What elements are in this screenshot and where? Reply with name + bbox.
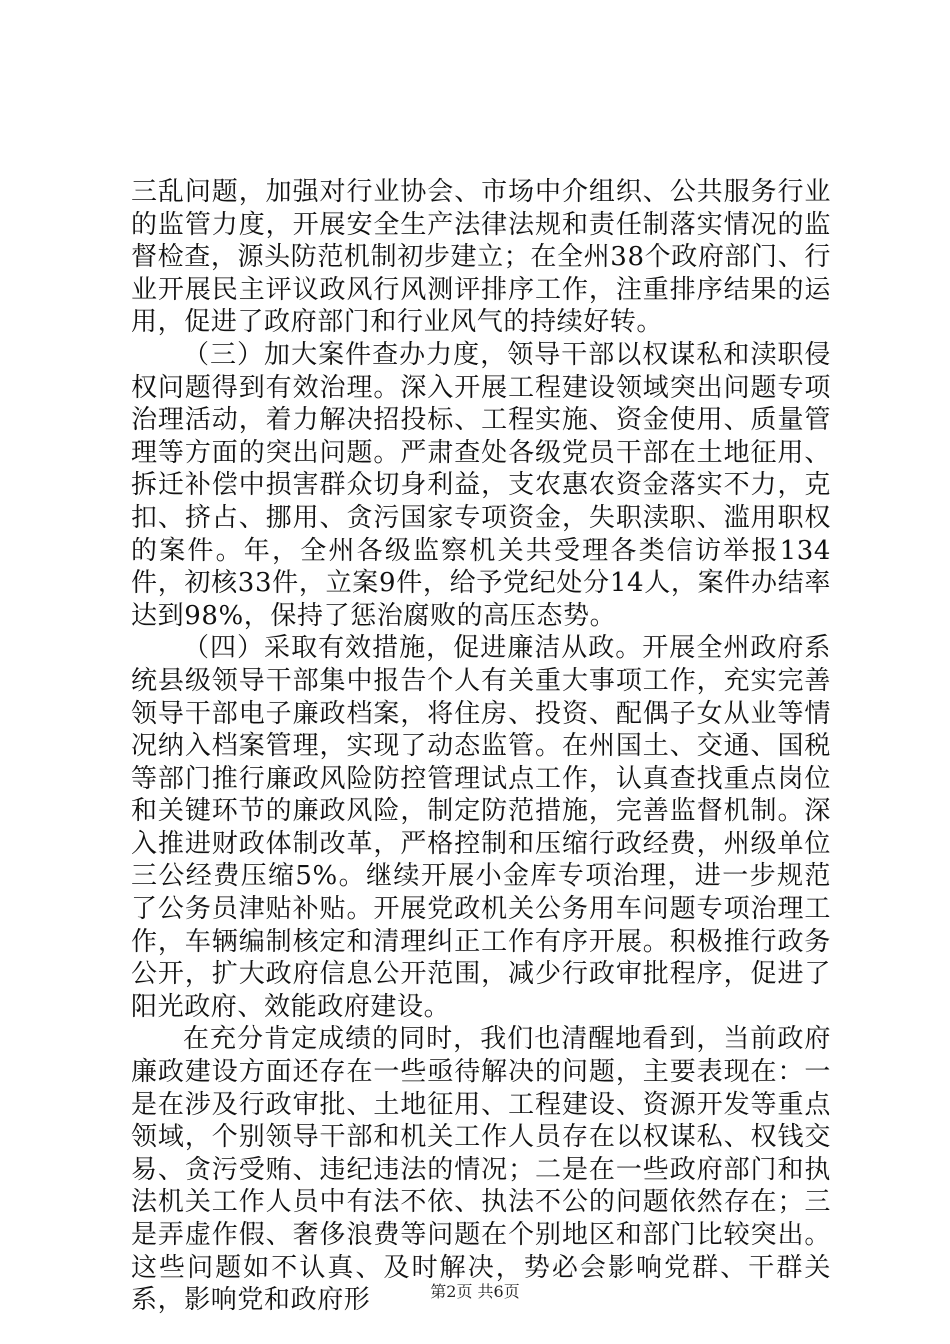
paragraph-section-three: （三）加大案件查办力度，领导干部以权谋私和渎职侵权问题得到有效治理。深入开展工程建设领域突出问题专项治理活动，着力解决招投标、工程实施、资金使用、质量管理等方面的突出问题。严肃查处各级党员干部在土地征用、拆迁补偿中损害群众切身利益，支农惠农资金落实不力，克扣、挤占、挪用、贪污国家专项资金，失职渎职、滥用职权的案件。年，全州各级监察机关共受理各类信访举报134件，初核33件，立案9件，给予党纪处分14人，案件办结率达到98%，保持了惩治腐败的高压态势。 xyxy=(131,339,831,631)
page-footer xyxy=(0,1282,950,1302)
body-text xyxy=(131,176,831,1317)
paragraph-problems: 在充分肯定成绩的同时，我们也清醒地看到，当前政府廉政建设方面还存在一些亟待解决的问题，主要表现在：一是在涉及行政审批、土地征用、工程建设、资源开发等重点领域，个别领导干部和机关工作人员存在以权谋私、权钱交易、贪污受贿、违纪违法的情况；二是在一些政府部门和执法机关工作人员中有法不依、执法不公的问题依然存在；三是弄虚作假、奢侈浪费等问题在个别地区和部门比较突出。这些问题如不认真、及时解决，势必会影响党群、干群关系，影响党和政府形 xyxy=(131,1024,831,1316)
paragraph-section-four: （四）采取有效措施，促进廉洁从政。开展全州政府系统县级领导干部集中报告个人有关重大事项工作，充实完善领导干部电子廉政档案，将住房、投资、配偶子女从业等情况纳入档案管理，实现了动态监管。在州国土、交通、国税等部门推行廉政风险防控管理试点工作，认真查找重点岗位和关键环节的廉政风险，制定防范措施，完善监督机制。深入推进财政体制改革，严格控制和压缩行政经费，州级单位三公经费压缩5%。继续开展小金库专项治理，进一步规范了公务员津贴补贴。开展党政机关公务用车问题专项治理工作，车辆编制核定和清理纠正工作有序开展。积极推行政务公开，扩大政府信息公开范围，减少行政审批程序，促进了阳光政府、效能政府建设。 xyxy=(131,633,831,1022)
paragraph-continuation: 三乱问题，加强对行业协会、市场中介组织、公共服务行业的监管力度，开展安全生产法律法规和责任制落实情况的监督检查，源头防范机制初步建立；在全州38个政府部门、行业开展民主评议政风行风测评排序工作，注重排序结果的运用，促进了政府部门和行业风气的持续好转。 xyxy=(131,177,831,338)
page-number: 第2页 共6页 xyxy=(430,1282,520,1301)
